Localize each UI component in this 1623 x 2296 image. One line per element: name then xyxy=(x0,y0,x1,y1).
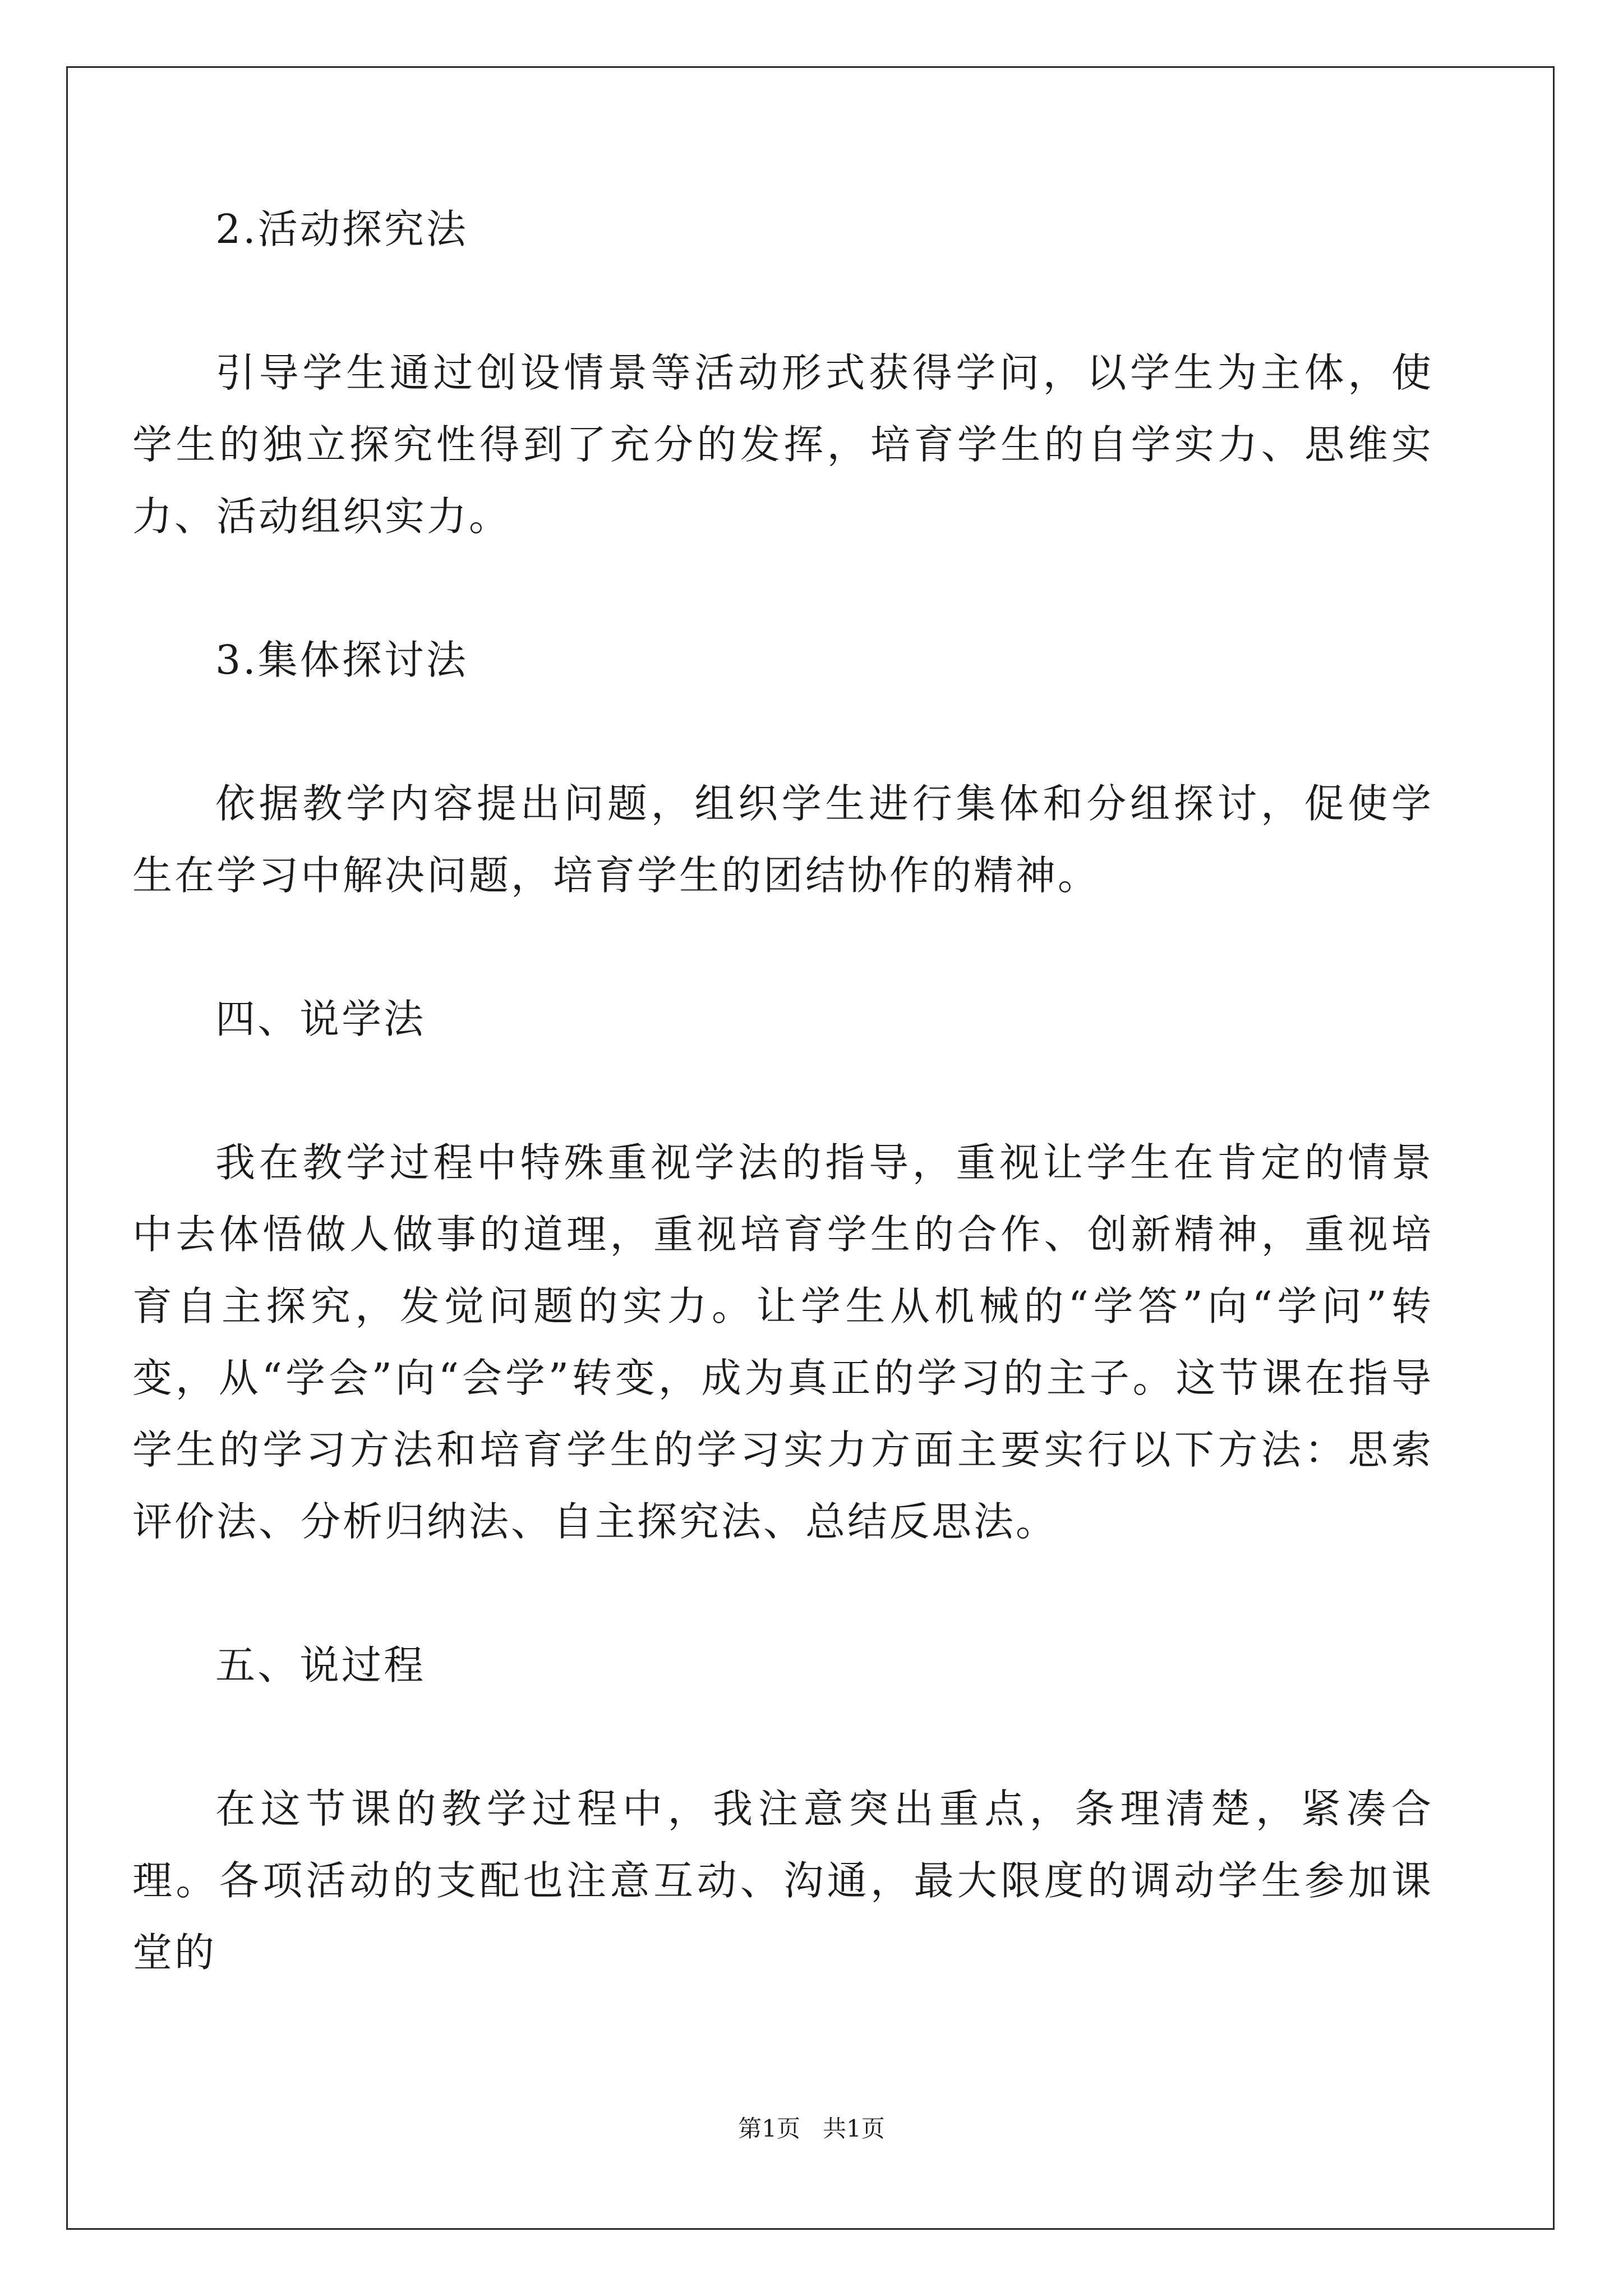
section-heading-activity-inquiry: 2.活动探究法 xyxy=(215,206,468,252)
section-heading-group-discussion: 3.集体探讨法 xyxy=(215,637,468,683)
paragraph-activity-inquiry: 引导学生通过创设情景等活动形式获得学问，以学生为主体，使学生的独立探究性得到了充分的发挥，培育学生的自学实力、思维实力、活动组织实力。 xyxy=(132,349,1433,540)
section-heading-process: 五、说过程 xyxy=(215,1642,426,1688)
section-heading-learning-method: 四、说学法 xyxy=(215,996,426,1042)
paragraph-group-discussion: 依据教学内容提出问题，组织学生进行集体和分组探讨，促使学生在学习中解决问题，培育学生的团结协作的精神。 xyxy=(132,780,1433,899)
paragraph-learning-method: 我在教学过程中特殊重视学法的指导，重视让学生在肯定的情景中去体悟做人做事的道理，重视培育学生的合作、创新精神，重视培育自主探究，发觉问题的实力。让学生从机械的“学答”向“学问”转变，从“学会”向“会学”转变，成为真正的学习的主子。这节课在指导学生的学习方法和培育学生的学习实力方面主要实行以下方法：思索评价法、分析归纳法、自主探究法、总结反思法。 xyxy=(132,1139,1433,1545)
page-number-footer: 第1页 共1页 xyxy=(738,2115,885,2142)
paragraph-process: 在这节课的教学过程中，我注意突出重点，条理清楚，紧凑合理。各项活动的支配也注意互动、沟通，最大限度的调动学生参加课堂的 xyxy=(132,1786,1433,1976)
document-body xyxy=(132,194,1433,1989)
